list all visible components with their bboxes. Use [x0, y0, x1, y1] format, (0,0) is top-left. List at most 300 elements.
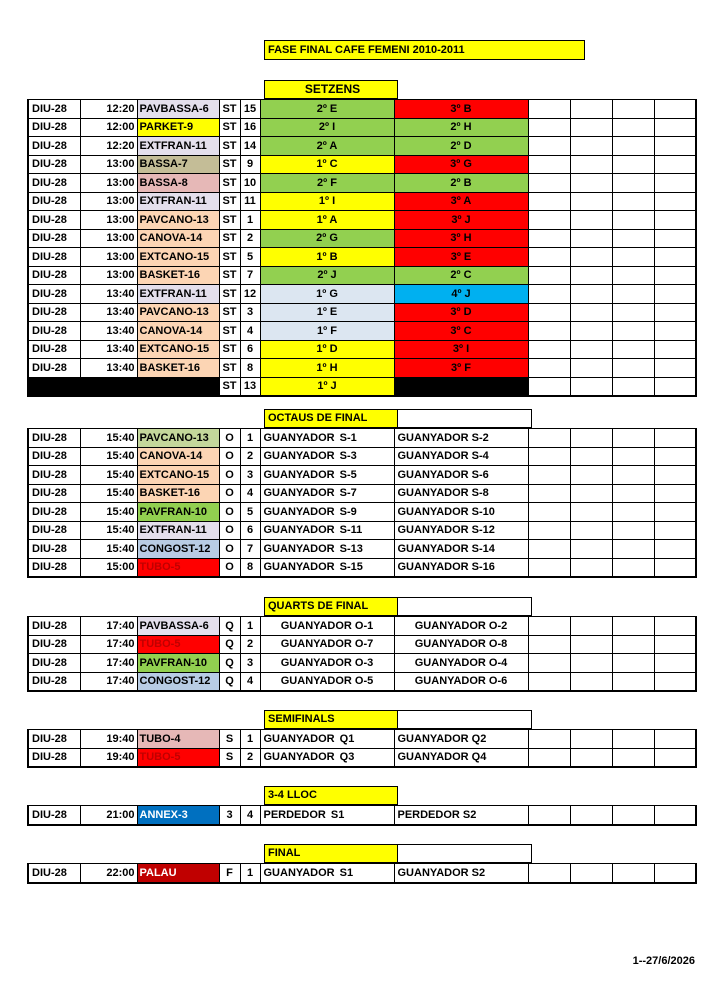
venue-cell: TUBO-5	[137, 635, 219, 654]
time-cell: 21:00	[80, 806, 137, 825]
empty-cell	[612, 503, 654, 522]
section-header-octaus: OCTAUS DE FINAL	[264, 409, 398, 428]
day-cell: DIU-28	[28, 137, 80, 156]
venue-cell: ANNEX-3	[137, 806, 219, 825]
empty-cell	[654, 359, 696, 378]
match-number-cell: 2	[240, 447, 260, 466]
day-cell: DIU-28	[28, 654, 80, 673]
venue-cell: CANOVA-14	[137, 447, 219, 466]
section-header-quarts: QUARTS DE FINAL	[264, 597, 398, 616]
match-number-cell: 10	[240, 174, 260, 193]
empty-cell	[612, 118, 654, 137]
time-cell: 15:40	[80, 503, 137, 522]
round-type-cell: O	[219, 447, 240, 466]
empty-cell	[528, 359, 570, 378]
team-b-cell: GUANYADOR S-16	[394, 558, 528, 577]
empty-cell	[570, 377, 612, 396]
venue-cell: TUBO-5	[137, 748, 219, 767]
empty-cell	[570, 558, 612, 577]
time-cell: 17:40	[80, 672, 137, 691]
day-cell: DIU-28	[28, 229, 80, 248]
team-a-cell: GUANYADOR O-1	[260, 617, 394, 636]
time-cell: 15:40	[80, 466, 137, 485]
match-number-cell: 6	[240, 340, 260, 359]
team-b-cell: 2º C	[394, 266, 528, 285]
team-b-cell: 2º B	[394, 174, 528, 193]
time-cell: 13:00	[80, 174, 137, 193]
round-type-cell: O	[219, 558, 240, 577]
match-row	[28, 635, 696, 654]
match-row	[28, 748, 696, 767]
round-type-cell: ST	[219, 100, 240, 119]
venue-cell: CONGOST-12	[137, 672, 219, 691]
empty-cell	[528, 137, 570, 156]
empty-cell	[528, 503, 570, 522]
team-b-cell: GUANYADOR Q4	[394, 748, 528, 767]
time-cell: 15:40	[80, 484, 137, 503]
match-number-cell: 1	[240, 211, 260, 230]
empty-cell	[612, 730, 654, 749]
time-cell: 17:40	[80, 635, 137, 654]
match-number-cell: 8	[240, 359, 260, 378]
empty-cell	[654, 748, 696, 767]
empty-cell	[612, 229, 654, 248]
match-row	[28, 174, 696, 193]
round-type-cell: ST	[219, 155, 240, 174]
match-row	[28, 654, 696, 673]
time-cell: 22:00	[80, 864, 137, 883]
time-cell: 13:40	[80, 303, 137, 322]
venue-cell: EXTCANO-15	[137, 466, 219, 485]
team-b-cell: 3º B	[394, 100, 528, 119]
day-cell: DIU-28	[28, 617, 80, 636]
empty-cell	[570, 730, 612, 749]
round-type-cell: O	[219, 429, 240, 448]
venue-cell: PALAU	[137, 864, 219, 883]
empty-cell	[654, 100, 696, 119]
match-table-quarts	[27, 616, 697, 692]
empty-cell	[612, 864, 654, 883]
team-b-cell: 3º I	[394, 340, 528, 359]
empty-cell	[612, 285, 654, 304]
empty-cell	[654, 558, 696, 577]
empty-cell	[654, 303, 696, 322]
empty-cell	[570, 521, 612, 540]
time-cell: 15:40	[80, 540, 137, 559]
time-cell: 19:40	[80, 748, 137, 767]
match-number-cell: 7	[240, 540, 260, 559]
empty-cell	[528, 672, 570, 691]
empty-cell	[570, 429, 612, 448]
empty-cell	[612, 174, 654, 193]
empty-cell	[528, 540, 570, 559]
team-a-cell: 1º J	[260, 377, 394, 396]
empty-cell	[612, 303, 654, 322]
team-a-cell: GUANYADOR S-1	[260, 429, 394, 448]
day-cell: DIU-28	[28, 155, 80, 174]
empty-cell	[528, 806, 570, 825]
day-cell: DIU-28	[28, 100, 80, 119]
round-type-cell: O	[219, 521, 240, 540]
empty-cell	[654, 466, 696, 485]
match-number-cell: 9	[240, 155, 260, 174]
empty-cell	[528, 100, 570, 119]
empty-cell	[528, 447, 570, 466]
venue-cell: EXTCANO-15	[137, 340, 219, 359]
empty-cell	[654, 540, 696, 559]
empty-cell	[612, 266, 654, 285]
empty-cell	[570, 806, 612, 825]
team-a-cell: 2º I	[260, 118, 394, 137]
empty-cell	[612, 100, 654, 119]
round-type-cell: 3	[219, 806, 240, 825]
empty-cell	[654, 322, 696, 341]
round-type-cell: ST	[219, 229, 240, 248]
empty-cell	[612, 484, 654, 503]
time-cell: 15:40	[80, 521, 137, 540]
day-cell: DIU-28	[28, 118, 80, 137]
match-row	[28, 100, 696, 119]
empty-cell	[570, 229, 612, 248]
match-table-tercer	[27, 805, 697, 826]
day-cell: DIU-28	[28, 672, 80, 691]
venue-cell: BASSA-7	[137, 155, 219, 174]
empty-cell	[528, 484, 570, 503]
match-number-cell: 13	[240, 377, 260, 396]
empty-cell	[612, 558, 654, 577]
time-cell: 13:00	[80, 266, 137, 285]
empty-cell	[570, 617, 612, 636]
empty-cell	[528, 864, 570, 883]
team-b-cell: 3º C	[394, 322, 528, 341]
team-a-cell: GUANYADOR S-5	[260, 466, 394, 485]
match-number-cell: 4	[240, 806, 260, 825]
empty-cell	[654, 730, 696, 749]
venue-cell: TUBO-4	[137, 730, 219, 749]
team-a-cell: 1º A	[260, 211, 394, 230]
empty-cell	[528, 635, 570, 654]
empty-cell	[570, 100, 612, 119]
team-a-cell: GUANYADOR O-3	[260, 654, 394, 673]
match-row	[28, 864, 696, 883]
time-cell: 15:40	[80, 429, 137, 448]
team-a-cell: GUANYADOR S-3	[260, 447, 394, 466]
team-b-cell: GUANYADOR S-14	[394, 540, 528, 559]
round-type-cell: ST	[219, 303, 240, 322]
round-type-cell: O	[219, 466, 240, 485]
team-b-cell: GUANYADOR S-6	[394, 466, 528, 485]
match-row	[28, 359, 696, 378]
match-row	[28, 466, 696, 485]
match-number-cell: 4	[240, 484, 260, 503]
match-number-cell: 3	[240, 654, 260, 673]
team-a-cell: 1º E	[260, 303, 394, 322]
match-row	[28, 730, 696, 749]
team-a-cell: 1º G	[260, 285, 394, 304]
venue-cell: EXTCANO-15	[137, 248, 219, 267]
team-b-cell: 3º H	[394, 229, 528, 248]
empty-cell	[654, 174, 696, 193]
time-cell: 17:40	[80, 617, 137, 636]
round-type-cell: ST	[219, 285, 240, 304]
team-a-cell: GUANYADOR S-15	[260, 558, 394, 577]
empty-cell	[612, 540, 654, 559]
section-header-setzens: SETZENS	[264, 80, 398, 99]
match-number-cell: 5	[240, 503, 260, 522]
empty-cell	[528, 377, 570, 396]
round-type-cell: O	[219, 484, 240, 503]
team-b-cell: 2º H	[394, 118, 528, 137]
empty-cell	[570, 503, 612, 522]
venue-cell: TUBO-5	[137, 558, 219, 577]
match-number-cell: 1	[240, 617, 260, 636]
empty-cell	[528, 521, 570, 540]
empty-cell	[654, 484, 696, 503]
match-number-cell: 2	[240, 635, 260, 654]
empty-cell	[612, 377, 654, 396]
empty-cell	[570, 174, 612, 193]
time-cell: 13:00	[80, 211, 137, 230]
day-cell: DIU-28	[28, 466, 80, 485]
empty-cell	[612, 806, 654, 825]
team-a-cell: GUANYADOR S-7	[260, 484, 394, 503]
empty-cell	[654, 806, 696, 825]
match-row	[28, 229, 696, 248]
team-b-cell: 3º G	[394, 155, 528, 174]
time-cell: 15:00	[80, 558, 137, 577]
match-number-cell: 4	[240, 322, 260, 341]
empty-cell	[654, 429, 696, 448]
day-cell: DIU-28	[28, 266, 80, 285]
round-type-cell: S	[219, 748, 240, 767]
day-cell: DIU-28	[28, 503, 80, 522]
match-number-cell: 12	[240, 285, 260, 304]
team-b-cell: GUANYADOR S-10	[394, 503, 528, 522]
empty-cell	[570, 248, 612, 267]
match-row	[28, 192, 696, 211]
match-table-setzens	[27, 99, 697, 397]
match-row	[28, 340, 696, 359]
empty-cell	[654, 864, 696, 883]
match-number-cell: 3	[240, 466, 260, 485]
match-row	[28, 558, 696, 577]
match-row	[28, 617, 696, 636]
empty-cell	[528, 558, 570, 577]
match-number-cell: 7	[240, 266, 260, 285]
venue-cell: EXTFRAN-11	[137, 521, 219, 540]
team-a-cell: 1º H	[260, 359, 394, 378]
match-row	[28, 137, 696, 156]
team-a-cell: GUANYADOR S-13	[260, 540, 394, 559]
team-b-cell: GUANYADOR Q2	[394, 730, 528, 749]
time-cell: 19:40	[80, 730, 137, 749]
empty-cell	[654, 521, 696, 540]
team-a-cell: 2º A	[260, 137, 394, 156]
match-number-cell: 6	[240, 521, 260, 540]
empty-cell	[654, 137, 696, 156]
empty-cell	[570, 155, 612, 174]
venue-cell: BASKET-16	[137, 484, 219, 503]
empty-cell	[570, 285, 612, 304]
venue-cell: PAVBASSA-6	[137, 100, 219, 119]
empty-cell	[654, 285, 696, 304]
section-header-tercer: 3-4 LLOC	[264, 786, 398, 805]
team-a-cell: GUANYADOR Q3	[260, 748, 394, 767]
team-b-cell: GUANYADOR S-12	[394, 521, 528, 540]
team-b-cell: GUANYADOR S-2	[394, 429, 528, 448]
empty-cell	[528, 429, 570, 448]
empty-cell	[570, 635, 612, 654]
round-type-cell: Q	[219, 654, 240, 673]
round-type-cell: ST	[219, 377, 240, 396]
match-row	[28, 211, 696, 230]
team-b-cell: 3º A	[394, 192, 528, 211]
empty-cell	[570, 654, 612, 673]
empty-cell	[612, 192, 654, 211]
time-cell: 13:40	[80, 359, 137, 378]
venue-cell: BASKET-16	[137, 359, 219, 378]
venue-cell: PAVFRAN-10	[137, 654, 219, 673]
match-row	[28, 118, 696, 137]
day-cell: DIU-28	[28, 864, 80, 883]
team-b-cell: GUANYADOR O-8	[394, 635, 528, 654]
time-cell: 12:20	[80, 100, 137, 119]
match-number-cell: 14	[240, 137, 260, 156]
section-header-blank-quarts	[398, 597, 532, 616]
match-number-cell: 1	[240, 429, 260, 448]
match-number-cell: 2	[240, 748, 260, 767]
round-type-cell: ST	[219, 174, 240, 193]
round-type-cell: ST	[219, 340, 240, 359]
day-cell: DIU-28	[28, 174, 80, 193]
empty-cell	[528, 466, 570, 485]
empty-cell	[612, 466, 654, 485]
empty-cell	[570, 303, 612, 322]
venue-cell: EXTFRAN-11	[137, 137, 219, 156]
round-type-cell: ST	[219, 137, 240, 156]
match-row	[28, 248, 696, 267]
empty-cell	[570, 118, 612, 137]
section-header-semis: SEMIFINALS	[264, 710, 398, 729]
match-table-final	[27, 863, 697, 884]
team-a-cell: GUANYADOR S1	[260, 864, 394, 883]
round-type-cell: ST	[219, 322, 240, 341]
time-cell: 13:40	[80, 340, 137, 359]
team-b-cell: GUANYADOR S2	[394, 864, 528, 883]
team-b-cell: 3º J	[394, 211, 528, 230]
match-row	[28, 521, 696, 540]
match-row	[28, 266, 696, 285]
empty-cell	[528, 266, 570, 285]
empty-cell	[654, 340, 696, 359]
team-a-cell: 2º G	[260, 229, 394, 248]
day-cell: DIU-28	[28, 322, 80, 341]
match-number-cell: 4	[240, 672, 260, 691]
match-number-cell: 1	[240, 730, 260, 749]
time-cell: 15:40	[80, 447, 137, 466]
team-a-cell: GUANYADOR O-7	[260, 635, 394, 654]
team-a-cell: 1º B	[260, 248, 394, 267]
empty-cell	[570, 192, 612, 211]
round-type-cell: S	[219, 730, 240, 749]
empty-cell	[528, 211, 570, 230]
day-cell: DIU-28	[28, 730, 80, 749]
round-type-cell: O	[219, 503, 240, 522]
venue-cell: BASKET-16	[137, 266, 219, 285]
empty-cell	[612, 137, 654, 156]
team-a-cell: 1º D	[260, 340, 394, 359]
venue-cell: PAVFRAN-10	[137, 503, 219, 522]
time-cell: 13:00	[80, 248, 137, 267]
match-row	[28, 447, 696, 466]
empty-cell	[654, 503, 696, 522]
team-b-cell: 3º F	[394, 359, 528, 378]
empty-cell	[528, 118, 570, 137]
venue-cell: BASSA-8	[137, 174, 219, 193]
team-a-cell: GUANYADOR O-5	[260, 672, 394, 691]
team-a-cell: 1º I	[260, 192, 394, 211]
team-b-cell: 4º J	[394, 285, 528, 304]
section-header-final: FINAL	[264, 844, 398, 863]
empty-cell	[528, 285, 570, 304]
empty-cell	[528, 617, 570, 636]
section-header-blank-semis	[398, 710, 532, 729]
empty-cell	[612, 322, 654, 341]
day-cell: DIU-28	[28, 484, 80, 503]
empty-cell	[570, 466, 612, 485]
empty-cell	[612, 617, 654, 636]
team-a-cell: PERDEDOR S1	[260, 806, 394, 825]
team-a-cell: GUANYADOR S-9	[260, 503, 394, 522]
day-cell: DIU-28	[28, 806, 80, 825]
round-type-cell: ST	[219, 118, 240, 137]
section-header-blank-final	[398, 844, 532, 863]
round-type-cell: ST	[219, 192, 240, 211]
empty-cell	[654, 617, 696, 636]
footer-page-date: 1--27/6/2026	[632, 955, 695, 967]
blank-black-cell	[28, 377, 219, 396]
empty-cell	[570, 447, 612, 466]
empty-cell	[570, 211, 612, 230]
venue-cell: PAVCANO-13	[137, 303, 219, 322]
time-cell: 13:40	[80, 285, 137, 304]
empty-cell	[654, 155, 696, 174]
empty-cell	[654, 229, 696, 248]
section-header-blank-octaus	[398, 409, 532, 428]
venue-cell: PARKET-9	[137, 118, 219, 137]
match-row	[28, 322, 696, 341]
team-a-cell: GUANYADOR Q1	[260, 730, 394, 749]
empty-cell	[612, 340, 654, 359]
team-a-cell: 2º J	[260, 266, 394, 285]
empty-cell	[612, 155, 654, 174]
day-cell: DIU-28	[28, 211, 80, 230]
empty-cell	[612, 635, 654, 654]
match-table-octaus	[27, 428, 697, 578]
empty-cell	[528, 654, 570, 673]
match-row	[28, 285, 696, 304]
empty-cell	[612, 248, 654, 267]
empty-cell	[612, 359, 654, 378]
empty-cell	[654, 654, 696, 673]
empty-cell	[654, 635, 696, 654]
day-cell: DIU-28	[28, 748, 80, 767]
empty-cell	[612, 748, 654, 767]
team-b-cell: 2º D	[394, 137, 528, 156]
venue-cell: PAVCANO-13	[137, 429, 219, 448]
venue-cell: PAVBASSA-6	[137, 617, 219, 636]
empty-cell	[528, 155, 570, 174]
